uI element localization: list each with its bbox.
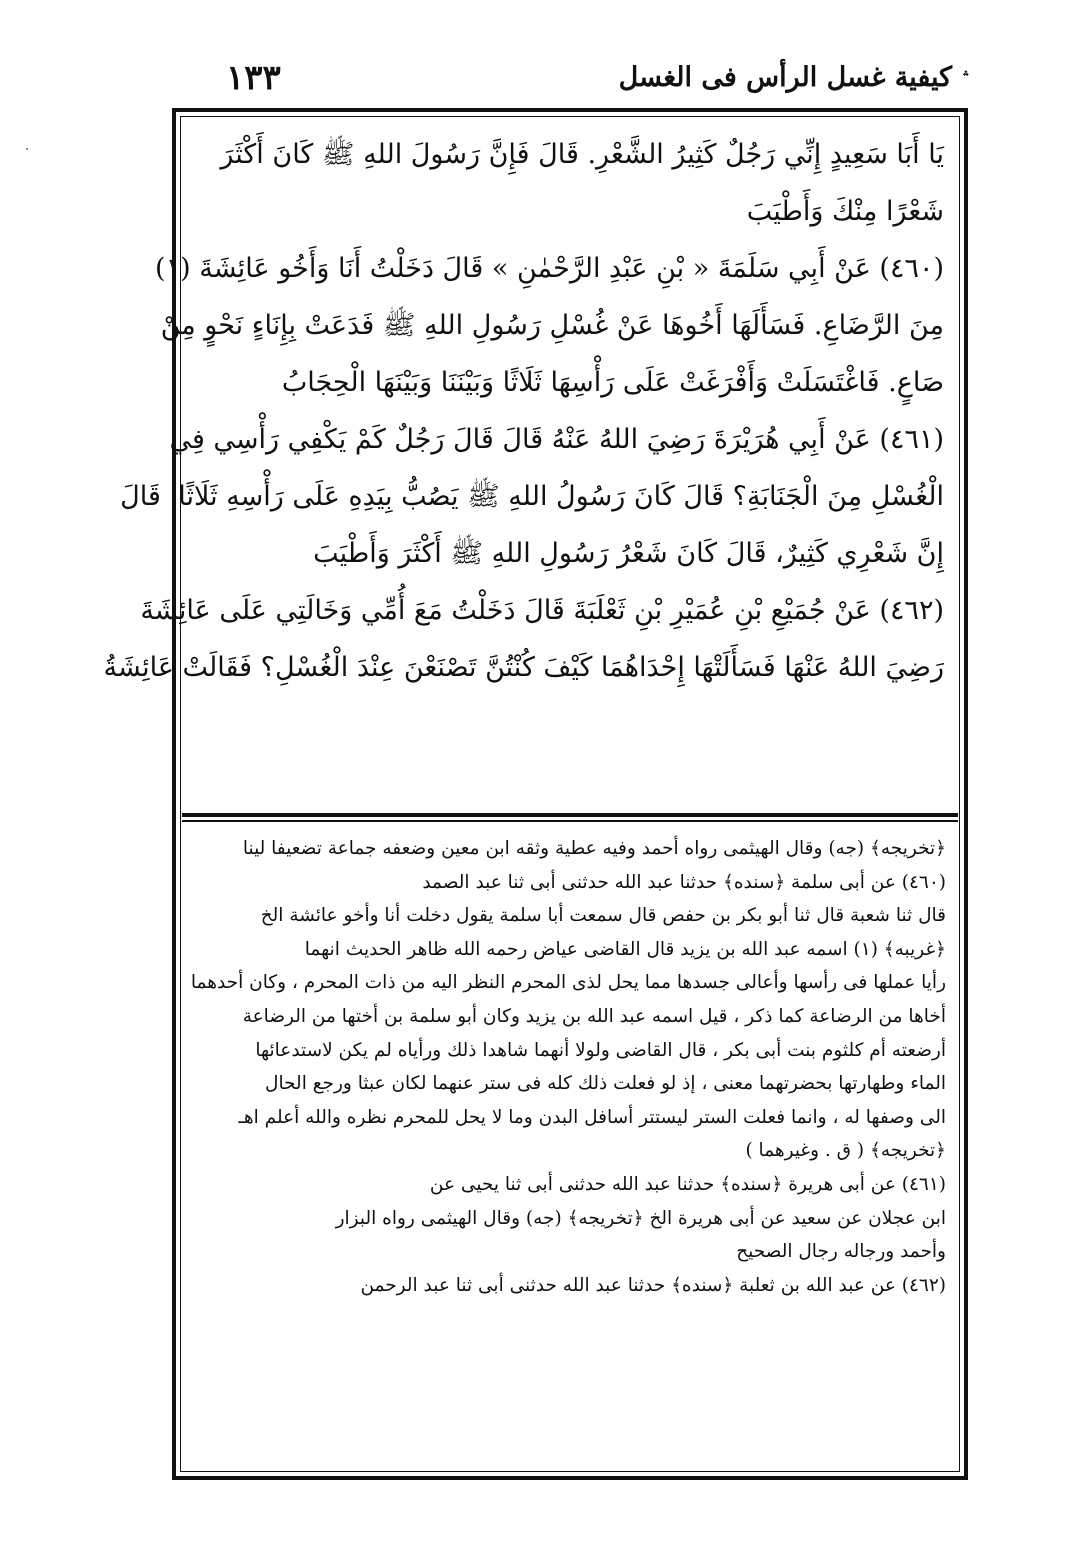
footnote-line: الماء وطهارتها بحضرتهما معنى ، إذ لو فعلت ذلك كله فى ستر عنهما لكان عبثا ورجع الحال — [265, 1073, 946, 1095]
footnote-line: أخاها من الرضاعة كما ذكر ، قيل اسمه عبد الله بن يزيد وكان أبو سلمة بن أختها من الرضاعة — [242, 1005, 946, 1027]
section-divider — [182, 813, 958, 817]
page-header — [180, 52, 970, 108]
footnotes — [190, 832, 946, 1302]
footnote-line: ﴿غريبه﴾ (١) اسمه عبد الله بن يزيد قال القاضى عياض رحمه الله ظاهر الحديث انهما — [304, 938, 946, 960]
hadith-main-text — [103, 126, 944, 696]
margin-dot — [26, 148, 28, 150]
section-divider-thin — [182, 820, 958, 822]
main-text-line: صَاعٍ. فَاغْتَسَلَتْ وَأَفْرَغَتْ عَلَى رَأْسِهَا ثَلَاثًا وَبَيْنَنَا وَبَيْنَهَا الْحِجَابُ — [281, 367, 944, 398]
header-ornament: ؞ — [961, 70, 970, 86]
page-number: ١٣٣ — [226, 58, 281, 98]
main-text-line: يَا أَبَا سَعِيدٍ إِنِّي رَجُلٌ كَثِيرُ الشَّعْرِ. قَالَ فَإِنَّ رَسُولَ اللهِ ﷺ كَانَ أَكْثَرَ — [220, 139, 944, 170]
main-text-line: شَعْرًا مِنْكَ وَأَطْيَبَ — [746, 196, 944, 227]
footnote-line: (٤٦١) عن أبى هريرة ﴿سنده﴾ حدثنا عبد الله حدثنى أبى ثنا يحيى عن — [429, 1173, 946, 1195]
footnote-line: رأيا عملها فى رأسها وأعالى جسدها مما يحل لذى المحرم النظر اليه من ذات المحرم ، وكان أحدهما — [190, 972, 946, 994]
main-text-line: الْغُسْلِ مِنَ الْجَنَابَةِ؟ قَالَ كَانَ رَسُولُ اللهِ ﷺ يَصُبُّ بِيَدِهِ عَلَى رَأْسِهِ ثَلَاثًا، قَالَ — [120, 481, 944, 512]
main-text-line: رَضِيَ اللهُ عَنْهَا فَسَأَلَتْهَا إِحْدَاهُمَا كَيْفَ كُنْتُنَّ تَصْنَعْنَ عِنْدَ الْغُسْلِ؟ فَقَالَتْ عَائِشَةُ — [103, 652, 944, 683]
footnote-line: وأحمد ورجاله رجال الصحيح — [736, 1241, 946, 1263]
footnote-line: ابن عجلان عن سعيد عن أبى هريرة الخ ﴿تخريجه﴾ (جه) وقال الهيثمى رواه البزار — [335, 1207, 946, 1229]
page-title: كيفية غسل الرأس فى الغسل — [618, 62, 952, 93]
footnote-line: (٤٦٢) عن عبد الله بن ثعلبة ﴿سنده﴾ حدثنا عبد الله حدثنى أبى ثنا عبد الرحمن — [360, 1274, 946, 1296]
footnote-line: (٤٦٠) عن أبى سلمة ﴿سنده﴾ حدثنا عبد الله حدثنى أبى ثنا عبد الصمد — [422, 871, 946, 893]
footnote-line: الى وصفها له ، وانما فعلت الستر ليستتر أسافل البدن وما لا يحل للمحرم نظره والله أعلم اهـ — [238, 1106, 946, 1128]
footnote-line: ﴿تخريجه﴾ ( ق . وغيرهما ) — [745, 1140, 946, 1162]
main-text-line: (٤٦٢) عَنْ جُمَيْعِ بْنِ عُمَيْرِ بْنِ ثَعْلَبَةَ قَالَ دَخَلْتُ مَعَ أُمِّي وَخَالَتِي عَلَى عَائِشَةَ — [140, 595, 944, 626]
footnote-line: ﴿تخريجه﴾ (جه) وقال الهيثمى رواه أحمد وفيه عطية وثقه ابن معين وضعفه جماعة تضعيفا لينا — [242, 838, 946, 859]
main-text-line: مِنَ الرَّضَاعِ. فَسَأَلَهَا أَخُوهَا عَنْ غُسْلِ رَسُولِ اللهِ ﷺ فَدَعَتْ بِإِنَاءٍ نَحْوٍ مِنْ — [160, 310, 944, 341]
main-text-line: (٤٦١) عَنْ أَبِي هُرَيْرَةَ رَضِيَ اللهُ عَنْهُ قَالَ قَالَ رَجُلٌ كَمْ يَكْفِي رَأْسِي فِي — [169, 424, 944, 455]
main-text-line: إِنَّ شَعْرِي كَثِيرٌ، قَالَ كَانَ شَعْرُ رَسُولِ اللهِ ﷺ أَكْثَرَ وَأَطْيَبَ — [313, 538, 944, 569]
footnote-line: قال ثنا شعبة قال ثنا أبو بكر بن حفص قال سمعت أبا سلمة يقول دخلت أنا وأخو عائشة الخ — [260, 905, 946, 927]
main-text-line: (٤٦٠) عَنْ أَبِي سَلَمَةَ « بْنِ عَبْدِ الرَّحْمٰنِ » قَالَ دَخَلْتُ أَنَا وَأَخُو عَائِشَةَ (١) — [155, 253, 944, 284]
footnote-line: أرضعته أم كلثوم بنت أبى بكر ، قال القاضى ولولا أنهما شاهدا ذلك ورأياه لم يكن لاستدعائها — [255, 1039, 946, 1061]
